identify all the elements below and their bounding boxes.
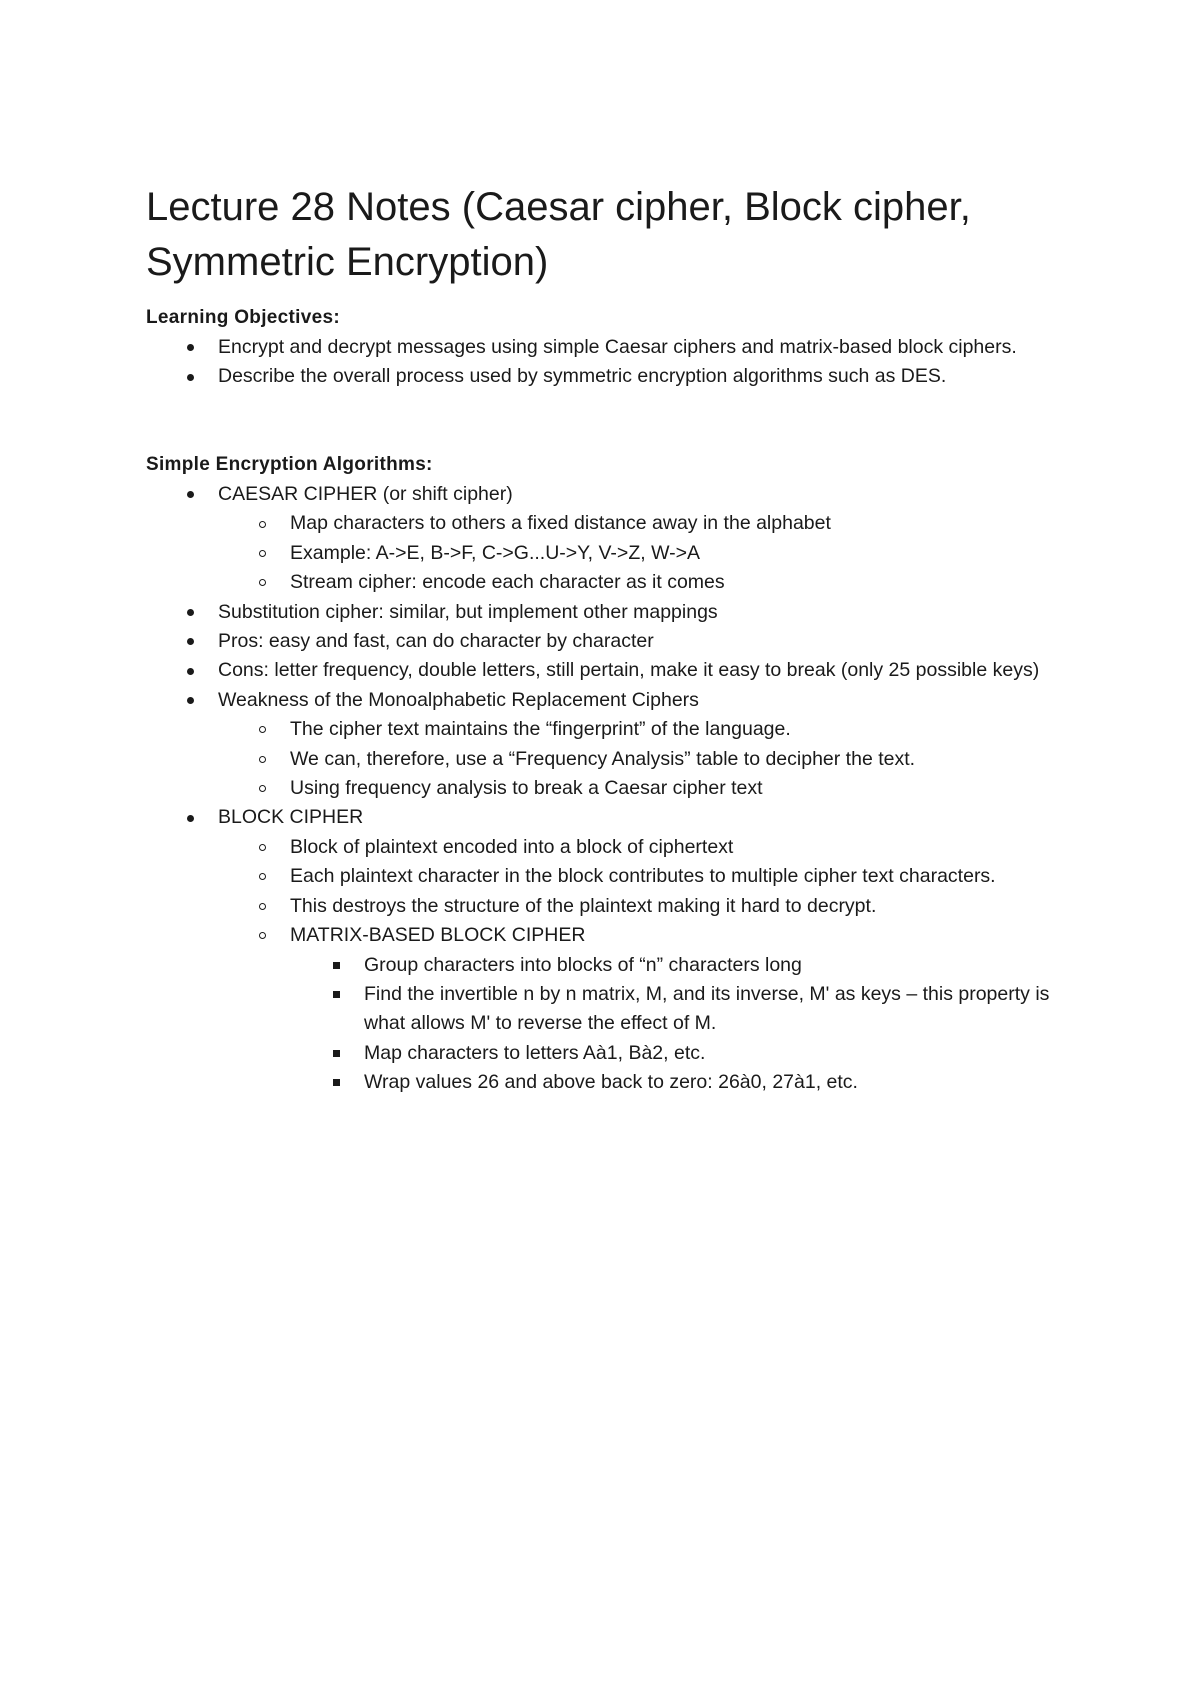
list-item-text: Weakness of the Monoalphabetic Replacement Ciphers: [218, 688, 699, 711]
list-item-text: Stream cipher: encode each character as it comes: [290, 571, 725, 594]
learning-objectives-heading: Learning Objectives:: [146, 307, 340, 328]
list-item: [146, 774, 1086, 803]
list-item: [146, 539, 1086, 568]
bullet-dot-icon: [182, 480, 198, 509]
list-item-cons: [146, 656, 1086, 685]
bullet-dot-icon: [182, 656, 198, 685]
list-item-text: Map characters to others a fixed distance away in the alphabet: [290, 512, 831, 535]
list-item-text: We can, therefore, use a “Frequency Analysis” table to decipher the text.: [290, 747, 916, 770]
list-item-pros: [146, 627, 1086, 656]
bullet-dot-icon: [182, 803, 198, 832]
list-item-text: Using frequency analysis to break a Caesar cipher text: [290, 777, 763, 800]
list-item: [146, 980, 1086, 1039]
bullet-circle-icon: [254, 892, 270, 921]
bullet-circle-icon: [254, 539, 270, 568]
learning-objectives-list: [146, 333, 1086, 392]
list-item: [146, 951, 1086, 980]
list-item-weakness: [146, 686, 1086, 715]
list-item: [146, 862, 1086, 891]
list-item: [146, 833, 1086, 862]
list-item-text: Group characters into blocks of “n” characters long: [364, 953, 802, 976]
list-item-text: Encrypt and decrypt messages using simple Caesar ciphers and matrix-based block ciphers.: [218, 336, 1017, 358]
list-item: [146, 745, 1086, 774]
bullet-circle-icon: [254, 921, 270, 950]
list-item: [146, 1068, 1086, 1097]
list-item-text: Map characters to letters Aà1, Bà2, etc.: [364, 1041, 706, 1064]
bullet-square-icon: [328, 951, 344, 980]
list-item-text: Pros: easy and fast, can do character by character: [218, 630, 654, 653]
list-item-substitution: [146, 598, 1086, 627]
list-item-text: Cons: letter frequency, double letters, still pertain, make it easy to break (only 25 possible keys): [218, 659, 1040, 682]
list-item: [146, 333, 1086, 362]
list-item-text: Substitution cipher: similar, but implement other mappings: [218, 600, 718, 623]
bullet-circle-icon: [254, 774, 270, 803]
list-item: [146, 715, 1086, 744]
list-item: [146, 509, 1086, 538]
list-item-text: CAESAR CIPHER (or shift cipher): [218, 483, 513, 505]
bullet-circle-icon: [254, 715, 270, 744]
list-item-text: This destroys the structure of the plaintext making it hard to decrypt.: [290, 894, 877, 917]
bullet-dot-icon: [182, 686, 198, 715]
bullet-dot-icon: [182, 333, 198, 362]
simple-encryption-list: [146, 480, 1086, 1098]
list-item-text: Find the invertible n by n matrix, M, and its inverse, M' as keys – this property is what allows M' to reverse the effect of M.: [364, 982, 1050, 1035]
bullet-dot-icon: [182, 627, 198, 656]
list-item-text: Block of plaintext encoded into a block of ciphertext: [290, 835, 734, 858]
list-item-text: Each plaintext character in the block contributes to multiple cipher text characters.: [290, 865, 996, 888]
bullet-dot-icon: [182, 362, 198, 391]
bullet-circle-icon: [254, 745, 270, 774]
list-item-text: Wrap values 26 and above back to zero: 26à0, 27à1, etc.: [364, 1071, 858, 1094]
bullet-circle-icon: [254, 568, 270, 597]
page-title: Lecture 28 Notes (Caesar cipher, Block cipher, Symmetric Encryption): [146, 185, 971, 284]
list-item-text: Describe the overall process used by symmetric encryption algorithms such as DES.: [218, 365, 947, 388]
list-item-text: The cipher text maintains the “fingerprint” of the language.: [290, 718, 791, 741]
list-item-block-cipher: [146, 803, 1086, 832]
bullet-square-icon: [328, 980, 344, 1009]
list-item-text: MATRIX-BASED BLOCK CIPHER: [290, 924, 586, 947]
bullet-circle-icon: [254, 509, 270, 538]
list-item-caesar: [146, 480, 1086, 509]
bullet-circle-icon: [254, 862, 270, 891]
bullet-square-icon: [328, 1068, 344, 1097]
list-item: [146, 892, 1086, 921]
bullet-square-icon: [328, 1039, 344, 1068]
list-item: [146, 568, 1086, 597]
bullet-circle-icon: [254, 833, 270, 862]
simple-encryption-heading: Simple Encryption Algorithms:: [146, 454, 433, 475]
list-item-text: BLOCK CIPHER: [218, 806, 364, 829]
list-item: [146, 362, 1086, 391]
list-item-matrix-cipher: [146, 921, 1086, 950]
list-item: [146, 1039, 1086, 1068]
bullet-dot-icon: [182, 598, 198, 627]
list-item-text: Example: A->E, B->F, C->G...U->Y, V->Z, W->A: [290, 541, 701, 564]
